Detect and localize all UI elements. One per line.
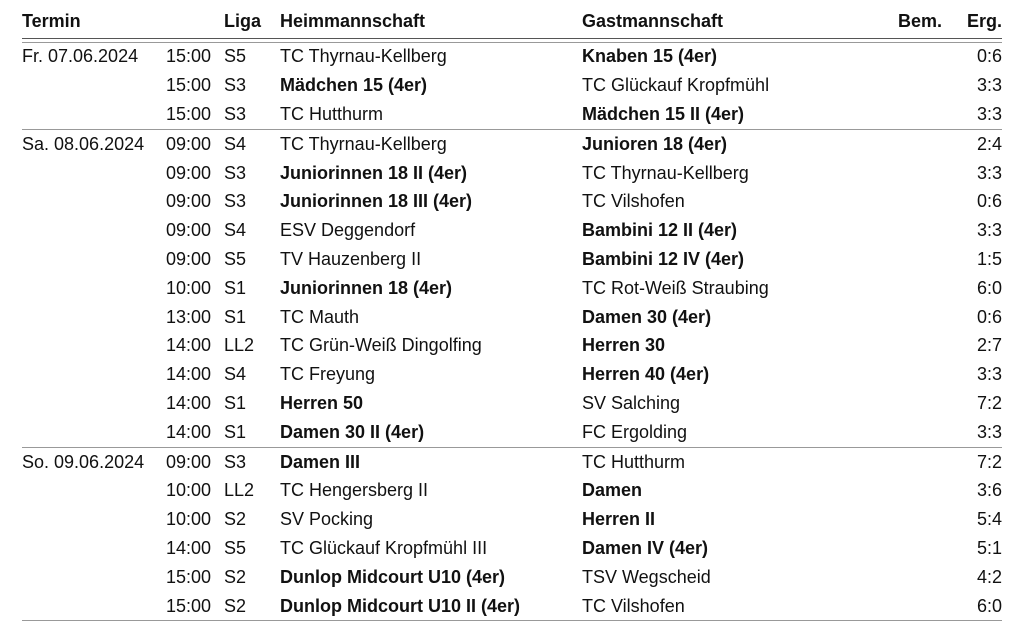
cell-guest-team: TC Hutthurm (582, 447, 882, 476)
table-row (22, 447, 1002, 476)
table-row (22, 389, 1002, 418)
cell-guest-team: TC Vilshofen (582, 191, 685, 212)
cell-liga: S4 (224, 364, 247, 385)
cell-liga: S1 (224, 306, 247, 327)
cell-guest-team: Junioren 18 (4er) (582, 129, 882, 158)
cell-bem (882, 303, 942, 332)
cell-result: 3:3 (976, 103, 1002, 124)
table-row (22, 216, 1002, 245)
cell-time: 10:00 (166, 509, 212, 530)
cell-home-team: ESV Deggendorf (280, 220, 416, 241)
cell-guest-team: Herren 40 (4er) (582, 364, 710, 385)
cell-result: 5:1 (976, 537, 1002, 558)
cell-result: 3:3 (976, 75, 1002, 96)
cell-liga: S2 (224, 592, 280, 621)
cell-home-team: TC Thyrnau-Kellberg (280, 42, 582, 71)
cell-bem (882, 360, 942, 389)
cell-home-team: TV Hauzenberg II (280, 248, 422, 269)
cell-time: 09:00 (166, 129, 224, 158)
cell-guest-team: TC Glückauf Kropfmühl (582, 75, 770, 96)
cell-liga: S2 (224, 509, 247, 530)
cell-date (22, 360, 166, 389)
cell-time: 09:00 (166, 162, 212, 183)
cell-time: 15:00 (166, 592, 224, 621)
cell-liga: S3 (224, 103, 247, 124)
cell-bem (882, 274, 942, 303)
table-row (22, 100, 1002, 129)
cell-result: 3:6 (976, 480, 1002, 501)
cell-bem (882, 331, 942, 360)
cell-time: 15:00 (166, 75, 212, 96)
cell-date (22, 187, 166, 216)
cell-time: 10:00 (166, 277, 212, 298)
table-row (22, 360, 1002, 389)
cell-home-team: Damen 30 II (4er) (280, 421, 425, 442)
cell-date (22, 216, 166, 245)
cell-date (22, 331, 166, 360)
cell-guest-team: Damen IV (4er) (582, 537, 709, 558)
cell-date (22, 418, 166, 447)
cell-bem (882, 592, 942, 621)
cell-result: 6:0 (976, 277, 1002, 298)
cell-bem (882, 129, 942, 158)
cell-date: So. 09.06.2024 (22, 447, 166, 476)
cell-home-team: TC Hutthurm (280, 103, 384, 124)
cell-bem (882, 534, 942, 563)
table-row (22, 245, 1002, 274)
cell-bem (882, 100, 942, 129)
header-erg: Erg. (942, 0, 1002, 38)
cell-date (22, 534, 166, 563)
cell-time: 09:00 (166, 447, 224, 476)
cell-home-team: Dunlop Midcourt U10 II (4er) (280, 592, 582, 621)
cell-guest-team: Damen (582, 480, 643, 501)
table-row (22, 159, 1002, 188)
cell-time: 15:00 (166, 566, 212, 587)
cell-home-team: Juniorinnen 18 II (4er) (280, 162, 468, 183)
cell-liga: LL2 (224, 480, 255, 501)
cell-result: 7:2 (976, 392, 1002, 413)
table-header (22, 0, 1002, 42)
cell-guest-team: TC Vilshofen (582, 592, 882, 621)
cell-result: 0:6 (976, 191, 1002, 212)
cell-result: 3:3 (976, 220, 1002, 241)
header-liga: Liga (224, 0, 280, 38)
cell-bem (882, 187, 942, 216)
cell-date (22, 389, 166, 418)
table-row (22, 505, 1002, 534)
cell-liga: S1 (224, 421, 247, 442)
match-schedule-table (22, 0, 1002, 621)
cell-liga: S4 (224, 220, 247, 241)
cell-time: 15:00 (166, 42, 224, 71)
cell-bem (882, 216, 942, 245)
cell-bem (882, 42, 942, 71)
table-row (22, 187, 1002, 216)
table-row (22, 418, 1002, 447)
cell-result: 6:0 (942, 592, 1002, 621)
cell-time: 14:00 (166, 364, 212, 385)
cell-guest-team: TC Rot-Weiß Straubing (582, 277, 769, 298)
cell-date: Fr. 07.06.2024 (22, 42, 166, 71)
cell-result: 4:2 (976, 566, 1002, 587)
cell-guest-team: Knaben 15 (4er) (582, 42, 882, 71)
cell-result: 0:6 (942, 42, 1002, 71)
cell-liga: LL2 (224, 335, 255, 356)
cell-result: 3:3 (976, 421, 1002, 442)
cell-time: 09:00 (166, 220, 212, 241)
cell-home-team: TC Mauth (280, 306, 360, 327)
cell-date (22, 303, 166, 332)
cell-guest-team: Herren 30 (582, 335, 666, 356)
cell-liga: S5 (224, 248, 247, 269)
cell-bem (882, 71, 942, 100)
schedule-container (22, 0, 1002, 621)
cell-bem (882, 245, 942, 274)
cell-time: 14:00 (166, 335, 212, 356)
cell-time: 15:00 (166, 103, 212, 124)
table-body (22, 42, 1002, 621)
cell-liga: S3 (224, 75, 247, 96)
cell-home-team: SV Pocking (280, 509, 374, 530)
cell-liga: S1 (224, 277, 247, 298)
cell-bem (882, 447, 942, 476)
cell-guest-team: TSV Wegscheid (582, 566, 711, 587)
header-bem: Bem. (882, 0, 942, 38)
cell-date (22, 505, 166, 534)
cell-bem (882, 389, 942, 418)
cell-result: 1:5 (976, 248, 1002, 269)
cell-liga: S1 (224, 392, 247, 413)
cell-liga: S4 (224, 129, 280, 158)
cell-time: 14:00 (166, 537, 212, 558)
cell-result: 2:4 (942, 129, 1002, 158)
cell-liga: S2 (224, 566, 247, 587)
cell-home-team: TC Glückauf Kropfmühl III (280, 537, 488, 558)
cell-time: 14:00 (166, 392, 212, 413)
table-row (22, 303, 1002, 332)
cell-guest-team: Bambini 12 II (4er) (582, 220, 738, 241)
cell-result: 7:2 (942, 447, 1002, 476)
table-row (22, 331, 1002, 360)
cell-date: Sa. 08.06.2024 (22, 129, 166, 158)
cell-home-team: TC Thyrnau-Kellberg (280, 129, 582, 158)
cell-date (22, 100, 166, 129)
cell-date (22, 245, 166, 274)
table-row (22, 42, 1002, 71)
cell-guest-team: Damen 30 (4er) (582, 306, 712, 327)
cell-bem (882, 563, 942, 592)
header-guest-team: Gastmannschaft (582, 0, 882, 38)
cell-liga: S3 (224, 191, 247, 212)
cell-guest-team: FC Ergolding (582, 421, 688, 442)
cell-time: 14:00 (166, 421, 212, 442)
cell-home-team: Mädchen 15 (4er) (280, 75, 428, 96)
header-termin: Termin (22, 0, 224, 38)
cell-guest-team: SV Salching (582, 392, 681, 413)
cell-date (22, 476, 166, 505)
table-row (22, 592, 1002, 621)
table-row (22, 129, 1002, 158)
cell-time: 09:00 (166, 248, 212, 269)
table-row (22, 476, 1002, 505)
cell-date (22, 592, 166, 621)
cell-guest-team: Bambini 12 IV (4er) (582, 248, 745, 269)
cell-home-team: Juniorinnen 18 (4er) (280, 277, 453, 298)
table-row (22, 274, 1002, 303)
cell-home-team: Herren 50 (280, 392, 364, 413)
cell-guest-team: Mädchen 15 II (4er) (582, 103, 745, 124)
cell-bem (882, 418, 942, 447)
table-row (22, 563, 1002, 592)
cell-bem (882, 159, 942, 188)
cell-guest-team: TC Thyrnau-Kellberg (582, 162, 749, 183)
cell-result: 5:4 (976, 509, 1002, 530)
cell-result: 3:3 (976, 162, 1002, 183)
table-row (22, 71, 1002, 100)
cell-date (22, 274, 166, 303)
cell-time: 09:00 (166, 191, 212, 212)
cell-home-team: TC Freyung (280, 364, 376, 385)
header-home-team: Heimmannschaft (280, 0, 582, 38)
cell-result: 3:3 (976, 364, 1002, 385)
cell-liga: S3 (224, 447, 280, 476)
cell-date (22, 563, 166, 592)
cell-home-team: Damen III (280, 447, 582, 476)
cell-home-team: Dunlop Midcourt U10 (4er) (280, 566, 506, 587)
cell-bem (882, 476, 942, 505)
cell-time: 10:00 (166, 480, 212, 501)
cell-home-team: TC Grün-Weiß Dingolfing (280, 335, 482, 356)
cell-home-team: Juniorinnen 18 III (4er) (280, 191, 473, 212)
cell-result: 0:6 (976, 306, 1002, 327)
cell-bem (882, 505, 942, 534)
cell-date (22, 71, 166, 100)
cell-time: 13:00 (166, 306, 212, 327)
table-row (22, 534, 1002, 563)
cell-liga: S5 (224, 42, 280, 71)
cell-result: 2:7 (976, 335, 1002, 356)
cell-home-team: TC Hengersberg II (280, 480, 429, 501)
cell-guest-team: Herren II (582, 509, 656, 530)
cell-date (22, 159, 166, 188)
cell-liga: S5 (224, 537, 247, 558)
cell-liga: S3 (224, 162, 247, 183)
